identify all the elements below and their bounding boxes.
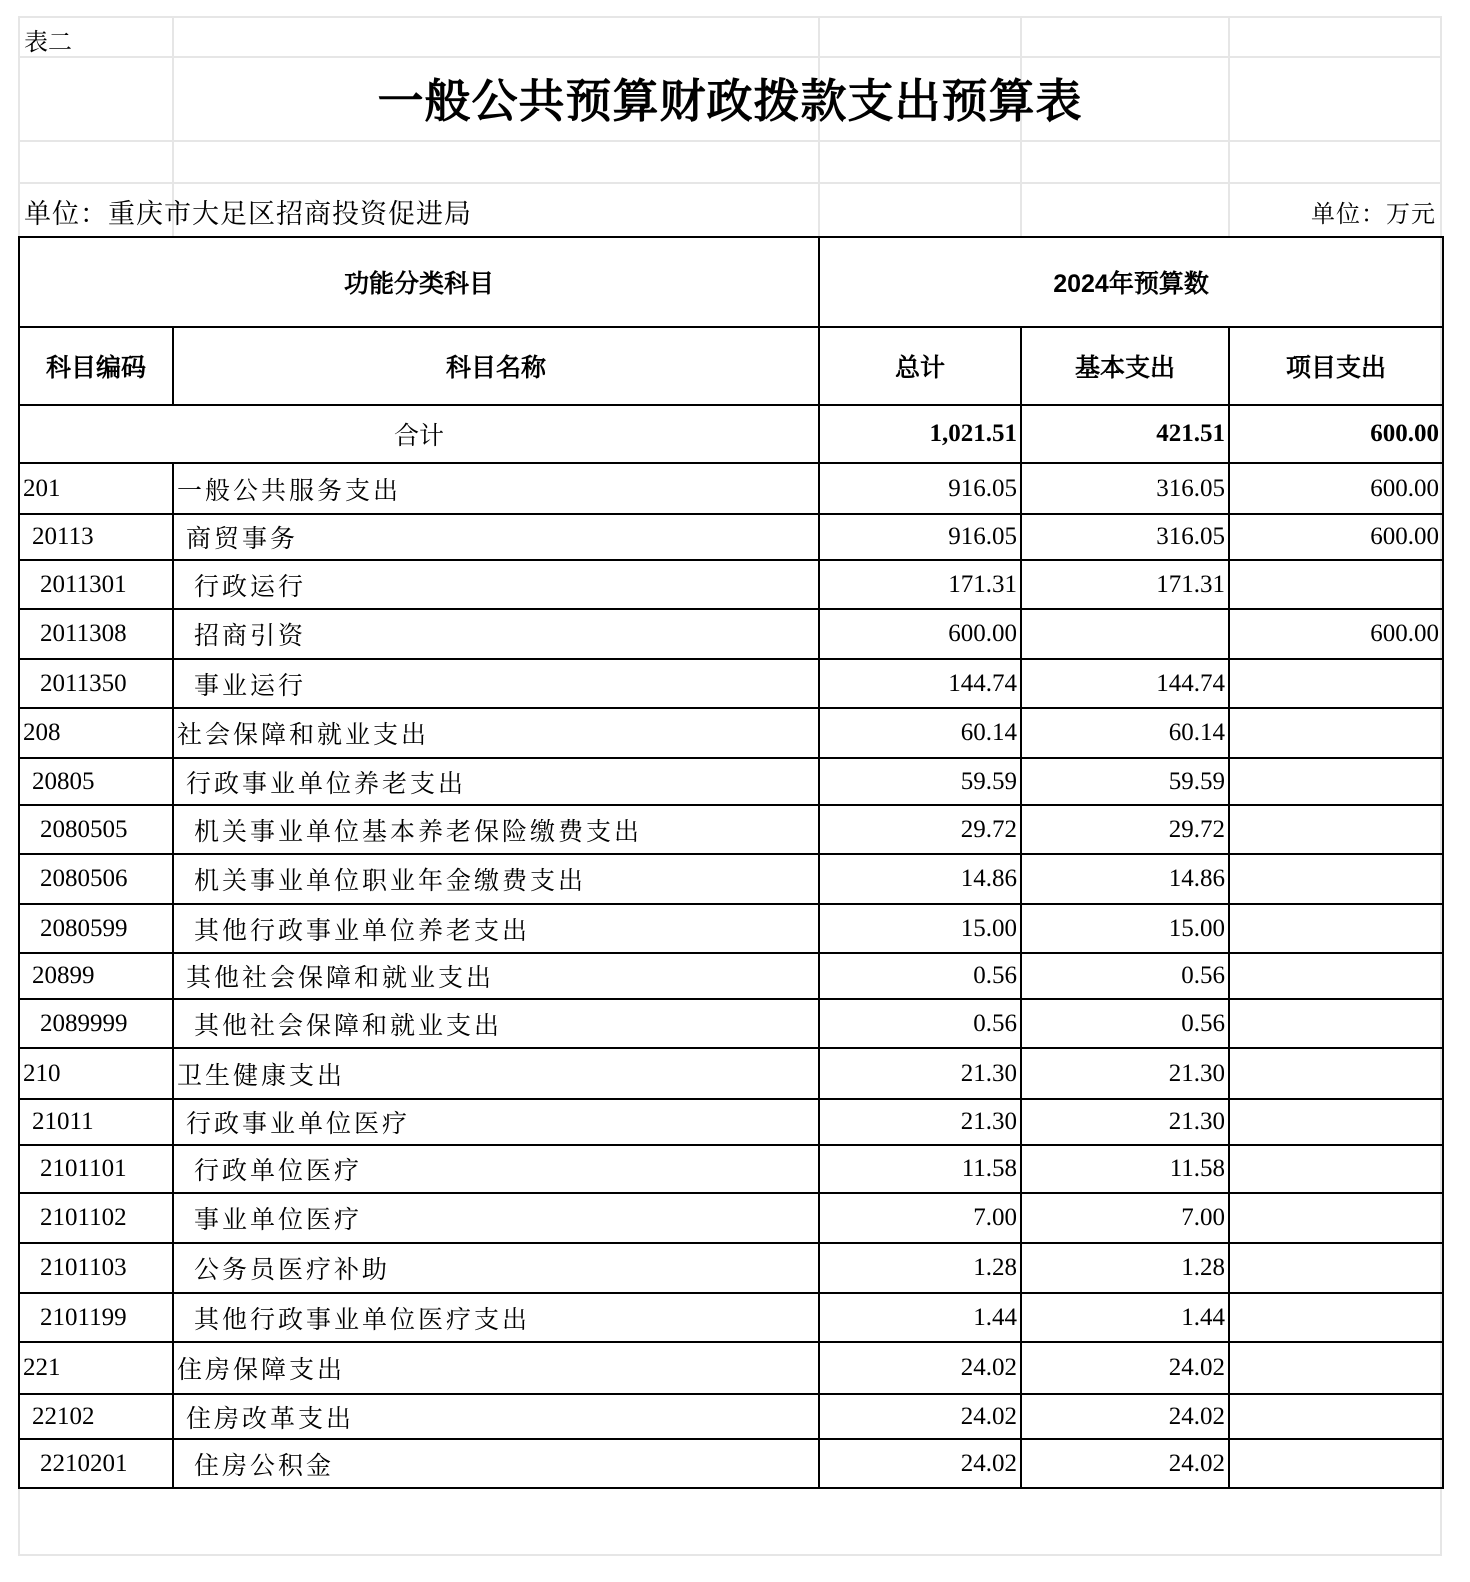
row-code: 20899 [19,953,173,999]
row-project [1229,1243,1443,1293]
table-row [19,659,1443,708]
gridline [18,182,1442,184]
row-basic: 24.02 [1021,1394,1229,1439]
row-name: 商贸事务 [173,514,819,560]
sheet-label: 表二 [24,30,72,56]
row-project [1229,1048,1443,1099]
row-name: 住房公积金 [173,1439,819,1488]
row-code: 2011301 [19,560,173,609]
row-project [1229,560,1443,609]
total-project: 600.00 [1229,405,1443,463]
row-basic: 29.72 [1021,805,1229,854]
row-basic: 15.00 [1021,904,1229,953]
row-project [1229,1145,1443,1193]
row-project [1229,1293,1443,1342]
row-basic: 144.74 [1021,659,1229,708]
row-total: 7.00 [819,1193,1021,1243]
table-row [19,609,1443,659]
row-total: 60.14 [819,708,1021,758]
table-row [19,1193,1443,1243]
row-basic: 1.44 [1021,1293,1229,1342]
row-project [1229,1342,1443,1394]
row-basic: 0.56 [1021,999,1229,1048]
row-total: 916.05 [819,463,1021,514]
total-label: 合计 [19,405,819,463]
gridline [18,140,1442,142]
row-project [1229,758,1443,805]
row-total: 15.00 [819,904,1021,953]
row-name: 事业运行 [173,659,819,708]
row-name: 行政事业单位医疗 [173,1099,819,1145]
row-total: 1.44 [819,1293,1021,1342]
table-row [19,1099,1443,1145]
header-row-columns [19,327,1443,405]
row-total: 600.00 [819,609,1021,659]
header-project: 项目支出 [1229,327,1443,405]
row-project: 600.00 [1229,514,1443,560]
header-total: 总计 [819,327,1021,405]
row-total: 24.02 [819,1394,1021,1439]
header-basic: 基本支出 [1021,327,1229,405]
row-code: 2080505 [19,805,173,854]
table-row [19,953,1443,999]
row-name: 住房改革支出 [173,1394,819,1439]
table-row [19,560,1443,609]
table-row [19,1293,1443,1342]
row-name: 机关事业单位职业年金缴费支出 [173,854,819,904]
row-code: 22102 [19,1394,173,1439]
total-total: 1,021.51 [819,405,1021,463]
row-project [1229,659,1443,708]
row-project: 600.00 [1229,463,1443,514]
row-project [1229,1099,1443,1145]
row-code: 20113 [19,514,173,560]
row-basic: 316.05 [1021,463,1229,514]
row-total: 0.56 [819,999,1021,1048]
row-basic: 24.02 [1021,1342,1229,1394]
row-project [1229,904,1443,953]
row-project [1229,999,1443,1048]
row-name: 事业单位医疗 [173,1193,819,1243]
row-name: 一般公共服务支出 [173,463,819,514]
row-code: 2011350 [19,659,173,708]
row-code: 2080599 [19,904,173,953]
table-row [19,1394,1443,1439]
row-name: 住房保障支出 [173,1342,819,1394]
row-code: 2101199 [19,1293,173,1342]
row-basic: 21.30 [1021,1099,1229,1145]
row-project: 600.00 [1229,609,1443,659]
total-row [19,405,1443,463]
row-code: 2210201 [19,1439,173,1488]
table-row [19,1145,1443,1193]
table-row [19,854,1443,904]
table-row [19,999,1443,1048]
row-total: 21.30 [819,1048,1021,1099]
row-name: 招商引资 [173,609,819,659]
row-total: 916.05 [819,514,1021,560]
table-row [19,758,1443,805]
row-basic: 7.00 [1021,1193,1229,1243]
row-total: 24.02 [819,1342,1021,1394]
budget-table [18,236,1444,1489]
row-total: 0.56 [819,953,1021,999]
row-code: 208 [19,708,173,758]
header-name: 科目名称 [173,327,819,405]
table-row [19,463,1443,514]
row-basic: 171.31 [1021,560,1229,609]
table-row [19,1048,1443,1099]
table-row [19,708,1443,758]
table-row [19,1342,1443,1394]
unit-currency: 单位：万元 [1311,202,1436,228]
row-project [1229,708,1443,758]
row-total: 29.72 [819,805,1021,854]
row-basic: 59.59 [1021,758,1229,805]
row-code: 221 [19,1342,173,1394]
header-function-classification: 功能分类科目 [19,237,819,327]
row-name: 公务员医疗补助 [173,1243,819,1293]
row-code: 2089999 [19,999,173,1048]
row-code: 2101102 [19,1193,173,1243]
row-basic: 1.28 [1021,1243,1229,1293]
table-row [19,514,1443,560]
row-code: 201 [19,463,173,514]
row-name: 行政事业单位养老支出 [173,758,819,805]
row-code: 2101103 [19,1243,173,1293]
header-code: 科目编码 [19,327,173,405]
row-name: 机关事业单位基本养老保险缴费支出 [173,805,819,854]
row-total: 14.86 [819,854,1021,904]
row-basic: 11.58 [1021,1145,1229,1193]
table-row [19,1439,1443,1488]
row-basic: 316.05 [1021,514,1229,560]
table-row [19,1243,1443,1293]
gridline [18,16,1442,18]
row-name: 其他社会保障和就业支出 [173,999,819,1048]
page-title: 一般公共预算财政拨款支出预算表 [377,76,1083,127]
row-code: 21011 [19,1099,173,1145]
row-basic: 24.02 [1021,1439,1229,1488]
row-project [1229,1394,1443,1439]
row-code: 20805 [19,758,173,805]
spreadsheet-sheet [18,16,1442,1556]
row-name: 行政单位医疗 [173,1145,819,1193]
total-basic: 421.51 [1021,405,1229,463]
header-budget-year: 2024年预算数 [819,237,1443,327]
row-project [1229,953,1443,999]
row-project [1229,1439,1443,1488]
row-name: 卫生健康支出 [173,1048,819,1099]
row-basic: 60.14 [1021,708,1229,758]
row-total: 21.30 [819,1099,1021,1145]
row-code: 2011308 [19,609,173,659]
row-name: 行政运行 [173,560,819,609]
row-project [1229,1193,1443,1243]
row-name: 社会保障和就业支出 [173,708,819,758]
row-name: 其他行政事业单位养老支出 [173,904,819,953]
row-total: 24.02 [819,1439,1021,1488]
unit-organization: 单位：重庆市大足区招商投资促进局 [24,199,472,229]
row-name: 其他社会保障和就业支出 [173,953,819,999]
row-code: 2101101 [19,1145,173,1193]
row-name: 其他行政事业单位医疗支出 [173,1293,819,1342]
row-basic: 0.56 [1021,953,1229,999]
row-total: 59.59 [819,758,1021,805]
header-row-group [19,237,1443,327]
row-total: 171.31 [819,560,1021,609]
table-row [19,904,1443,953]
row-project [1229,854,1443,904]
row-total: 1.28 [819,1243,1021,1293]
row-project [1229,805,1443,854]
table-row [19,805,1443,854]
row-total: 144.74 [819,659,1021,708]
row-total: 11.58 [819,1145,1021,1193]
row-code: 210 [19,1048,173,1099]
row-basic: 14.86 [1021,854,1229,904]
row-basic: 21.30 [1021,1048,1229,1099]
gridline [18,1554,1442,1556]
row-code: 2080506 [19,854,173,904]
row-basic [1021,609,1229,659]
